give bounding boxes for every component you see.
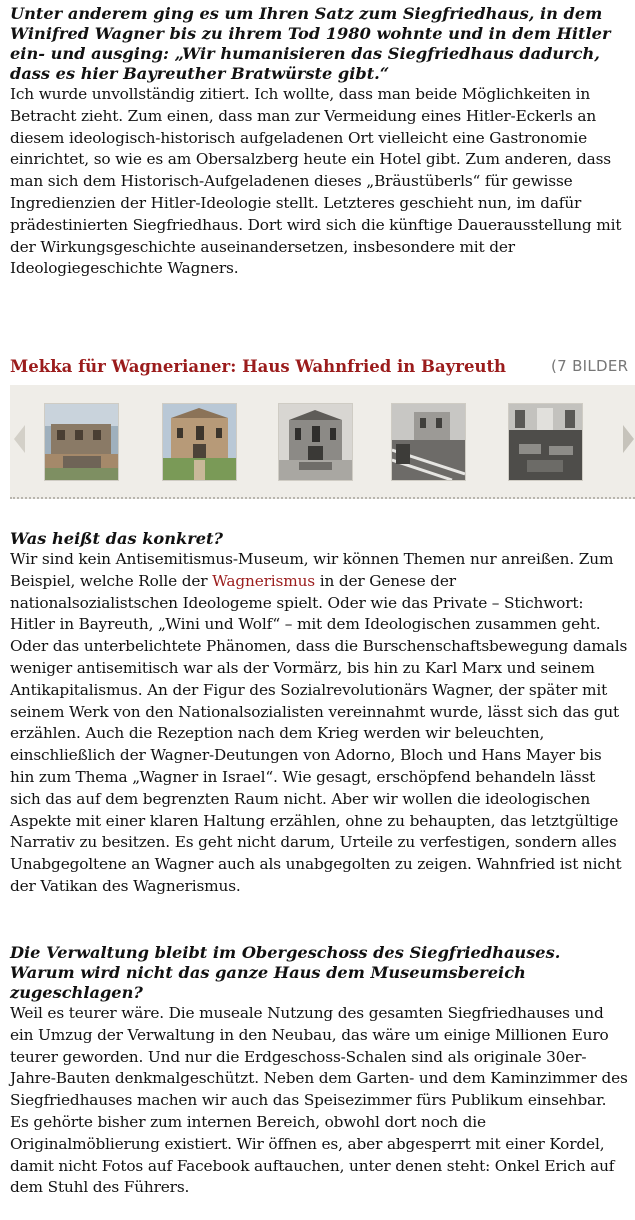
gallery-title[interactable]: Mekka für Wagnerianer: Haus Wahnfried in Bayreuth (10, 357, 507, 376)
gallery-thumbnail-3[interactable] (278, 403, 353, 481)
photo-gallery (10, 352, 635, 502)
arrow-left-icon[interactable] (14, 425, 25, 453)
section-administration (10, 943, 628, 1199)
section2-question: Was heißt das konkret? (10, 529, 223, 548)
gallery-count[interactable]: (7 BILDER (551, 357, 629, 375)
section3-answer: Weil es teurer wäre. Die museale Nutzung des gesamten Siegfriedhauses und ein Umzug der Verwaltung in den Neubau, das wäre um einige Millionen Euro teurer geworden. Und nur die Erdgeschoss-Schalen sind als originale 30er-Jahre-Bauten denkmalgeschützt. Neben dem Garten- und dem Kaminzimmer des Siegfriedhauses machen wir auch das Speisezimmer fürs Publikum einsehbar. Es gehörte bisher zum internen Bereich, obwohl dort noch die Originalmöblierung existiert. Wir öffnen es, aber abgesperrt mit einer Kordel, damit nicht Fotos auf Facebook auftauchen, unter denen steht: Onkel Erich auf dem Stuhl des Führers. (10, 1004, 628, 1197)
gallery-thumbnail-2[interactable] (162, 403, 237, 481)
section-concrete (10, 529, 628, 898)
section3-question: Die Verwaltung bleibt im Obergeschoss des Siegfriedhauses. Warum wird nicht das ganze Haus dem Museumsbereich zugeschlagen? (10, 943, 561, 1002)
gallery-thumbnail-4[interactable] (391, 403, 466, 481)
gallery-thumbnail-1[interactable] (44, 403, 119, 481)
intro-section (10, 4, 628, 280)
intro-question: Unter anderem ging es um Ihren Satz zum Siegfriedhaus, in dem Winifred Wagner bis zu ihrem Tod 1980 wohnte und in dem Hitler ein- und ausging: „Wir humanisieren das Siegfriedhaus dadurch, dass es hier Bayreuther Bratwürste gibt.“ (10, 4, 611, 83)
intro-answer: Ich wurde unvollständig zitiert. Ich wollte, dass man beide Möglichkeiten in Betracht zieht. Zum einen, dass man zur Vermeidung eines Hitler-Eckerls an diesem ideologisch-historisch aufgeladenen Ort vielleicht eine Gastronomie einrichtet, so wie es am Obersalzberg heute ein Hotel gibt. Zum anderen, dass man sich dem Historisch-Aufgeladenen dieses „Bräustüberls“ für gewisse Ingredienzien der Hitler-Ideologie stellt. Letzteres geschieht nun, im dafür prädestinierten Siegfriedhaus. Dort wird sich die künftige Dauerausstellung mit der Wirkungsgeschichte auseinandersetzen, insbesondere mit der Ideologiegeschichte Wagners. (10, 85, 622, 278)
section2-answer (10, 549, 628, 898)
gallery-strip (10, 385, 635, 499)
gallery-thumbnail-5[interactable] (508, 403, 583, 481)
arrow-right-icon[interactable] (623, 425, 634, 453)
section2-text-before-link: Wir sind kein Antisemitismus-Museum, wir können Themen nur anreißen. Zum Beispiel, welche Rolle der (10, 550, 614, 590)
wagnerismus-link[interactable]: Wagnerismus (212, 571, 315, 590)
section2-text-after-link: in der Genese der nationalsozialistschen Ideologeme spielt. Oder wie das Private – Stichwort: Hitler in Bayreuth, „Wini und Wolf“ – mit dem Ideologischen zusammen geht. Oder das unterbelichtete Phänomen, dass die Burschenschaftsbewegung damals weniger antisemitisch war als der Vormärz, bis hin zu Karl Marx und seinem Antikapitalismus. An der Figur des Sozialrevolutionärs Wagner, der später mit seinem Werk von den Nationalsozialisten vereinnahmt wurde, lässt sich das gut erzählen. Auch die Rezeption nach dem Krieg werden wir beleuchten, einschließlich der Wagner-Deutungen von Adorno, Bloch und Hans Mayer bis hin zum Thema „Wagner in Israel“. Wie gesagt, erschöpfend behandeln lässt sich das auf dem begrenzten Raum nicht. Aber wir wollen die ideologischen Aspekte mit einer klaren Haltung erzählen, ohne zu behaupten, das letztgültige Narrativ zu besitzen. Es geht nicht darum, Urteile zu verfestigen, sondern alles Unabgegoltene an Wagner auch als unabgegolten zu zeigen. Wahnfried ist nicht der Vatikan des Wagnerismus. (10, 571, 628, 895)
